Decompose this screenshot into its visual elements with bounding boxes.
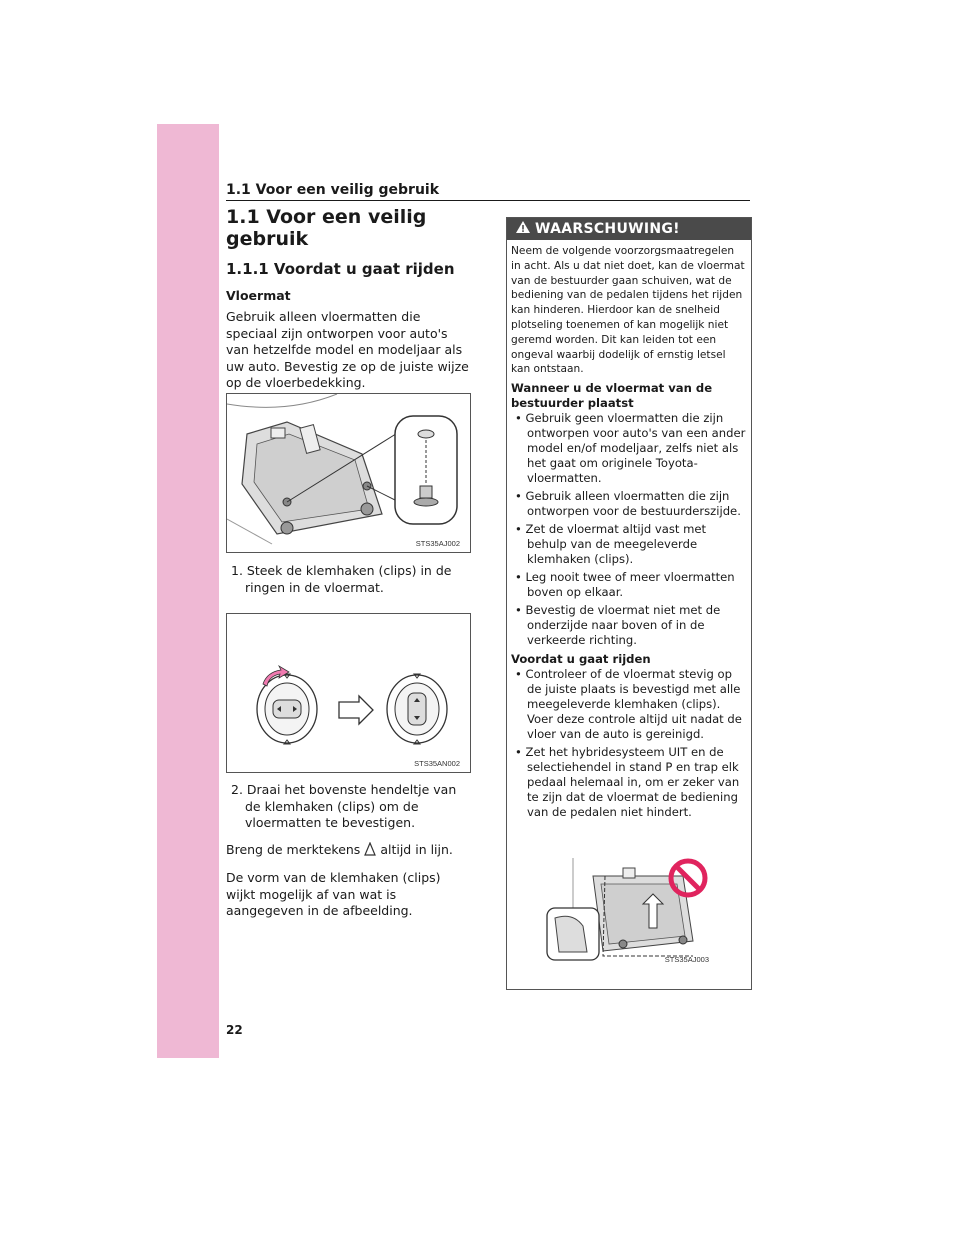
warning-box [506, 217, 752, 990]
figure-code: STS35AN002 [414, 759, 460, 768]
intro-paragraph: Gebruik alleen vloermatten die speciaal zijn ontworpen voor auto's van hetzelfde model en modeljaar als uw auto. Bevestig ze op de juiste wijze op de vloerbedekking. [226, 309, 469, 390]
warning-body [507, 240, 751, 820]
step-1: 1. Steek de klemhaken (clips) in de ringen in de vloermat. [231, 563, 452, 595]
figure-code: STS35AJ003 [664, 955, 709, 964]
figure-code: STS35AJ002 [415, 539, 460, 548]
list-item: • Leg nooit twee of meer vloermatten boven op elkaar. [515, 570, 735, 600]
subsection-title: 1.1.1 Voordat u gaat rijden [226, 260, 455, 278]
triangle-marker-icon [364, 842, 376, 861]
warning-heading-before-driving: Voordat u gaat rijden [511, 652, 651, 667]
list-item: • Bevestig de vloermat niet met de onderzijde naar boven of in de verkeerde richting. [515, 603, 721, 648]
clip-shape-note: De vorm van de klemhaken (clips) wijkt mogelijk af van wat is aangegeven in de afbeelding. [226, 870, 441, 918]
floor-mat-figure [226, 393, 471, 553]
list-item: • Gebruik geen vloermatten die zijn ontworpen voor auto's van een ander model en/of modeljaar, zelfs niet als het gaat om originele Toyota-vloermatten. [515, 411, 746, 486]
marker-text-before: Breng de merktekens [226, 841, 361, 857]
warning-title: WAARSCHUWING! [535, 221, 680, 237]
topic-heading: Vloermat [226, 288, 291, 303]
page-number: 22 [226, 1023, 243, 1037]
section-title: 1.1 Voor een veilig gebruik [226, 206, 427, 250]
warning-triangle-icon [515, 220, 531, 238]
left-column [226, 206, 471, 392]
list-item: • Controleer of de vloermat stevig op de juiste plaats is bevestigd met alle meegeleverde klemhaken (clips). Voer deze controle altijd uit nadat de vloer van de auto is gereinigd. [515, 667, 742, 742]
header-rule [226, 200, 750, 201]
marker-paragraph [226, 842, 471, 861]
marker-text-after: altijd in lijn. [380, 841, 453, 857]
step-2: 2. Draai het bovenste hendeltje van de klemhaken (clips) om de vloermatten te bevestigen. [231, 782, 457, 830]
left-column-lower [226, 772, 471, 920]
list-item: • Gebruik alleen vloermatten die zijn ontworpen voor de bestuurderszijde. [515, 489, 741, 519]
running-header: 1.1 Voor een veilig gebruik [226, 182, 440, 198]
warning-intro: Neem de volgende voorzorgsmaatregelen in acht. Als u dat niet doet, kan de vloermat van de bestuurder gaan schuiven, wat de bediening van de pedalen tijdens het rijden kan hinderen. Hierdoor kan de snelheid plotseling toenemen of kan mogelijk niet geremd worden. Dit kan leiden tot een ongeval waarbij dodelijk of ernstig letsel kan ontstaan. [511, 245, 745, 376]
clip-rotation-figure [226, 613, 471, 773]
pedal-check-figure [543, 856, 713, 966]
warning-header [507, 218, 751, 240]
warning-heading-placing: Wanneer u de vloermat van de bestuurder plaatst [511, 381, 713, 411]
pink-sidebar [157, 124, 219, 1058]
list-item: • Zet de vloermat altijd vast met behulp van de meegeleverde klemhaken (clips). [515, 522, 707, 567]
list-item: • Zet het hybridesysteem UIT en de selectiehendel in stand P en trap elk pedaal helemaal in, om er zeker van te zijn dat de vloermat de bediening van de pedalen niet hindert. [515, 745, 740, 820]
